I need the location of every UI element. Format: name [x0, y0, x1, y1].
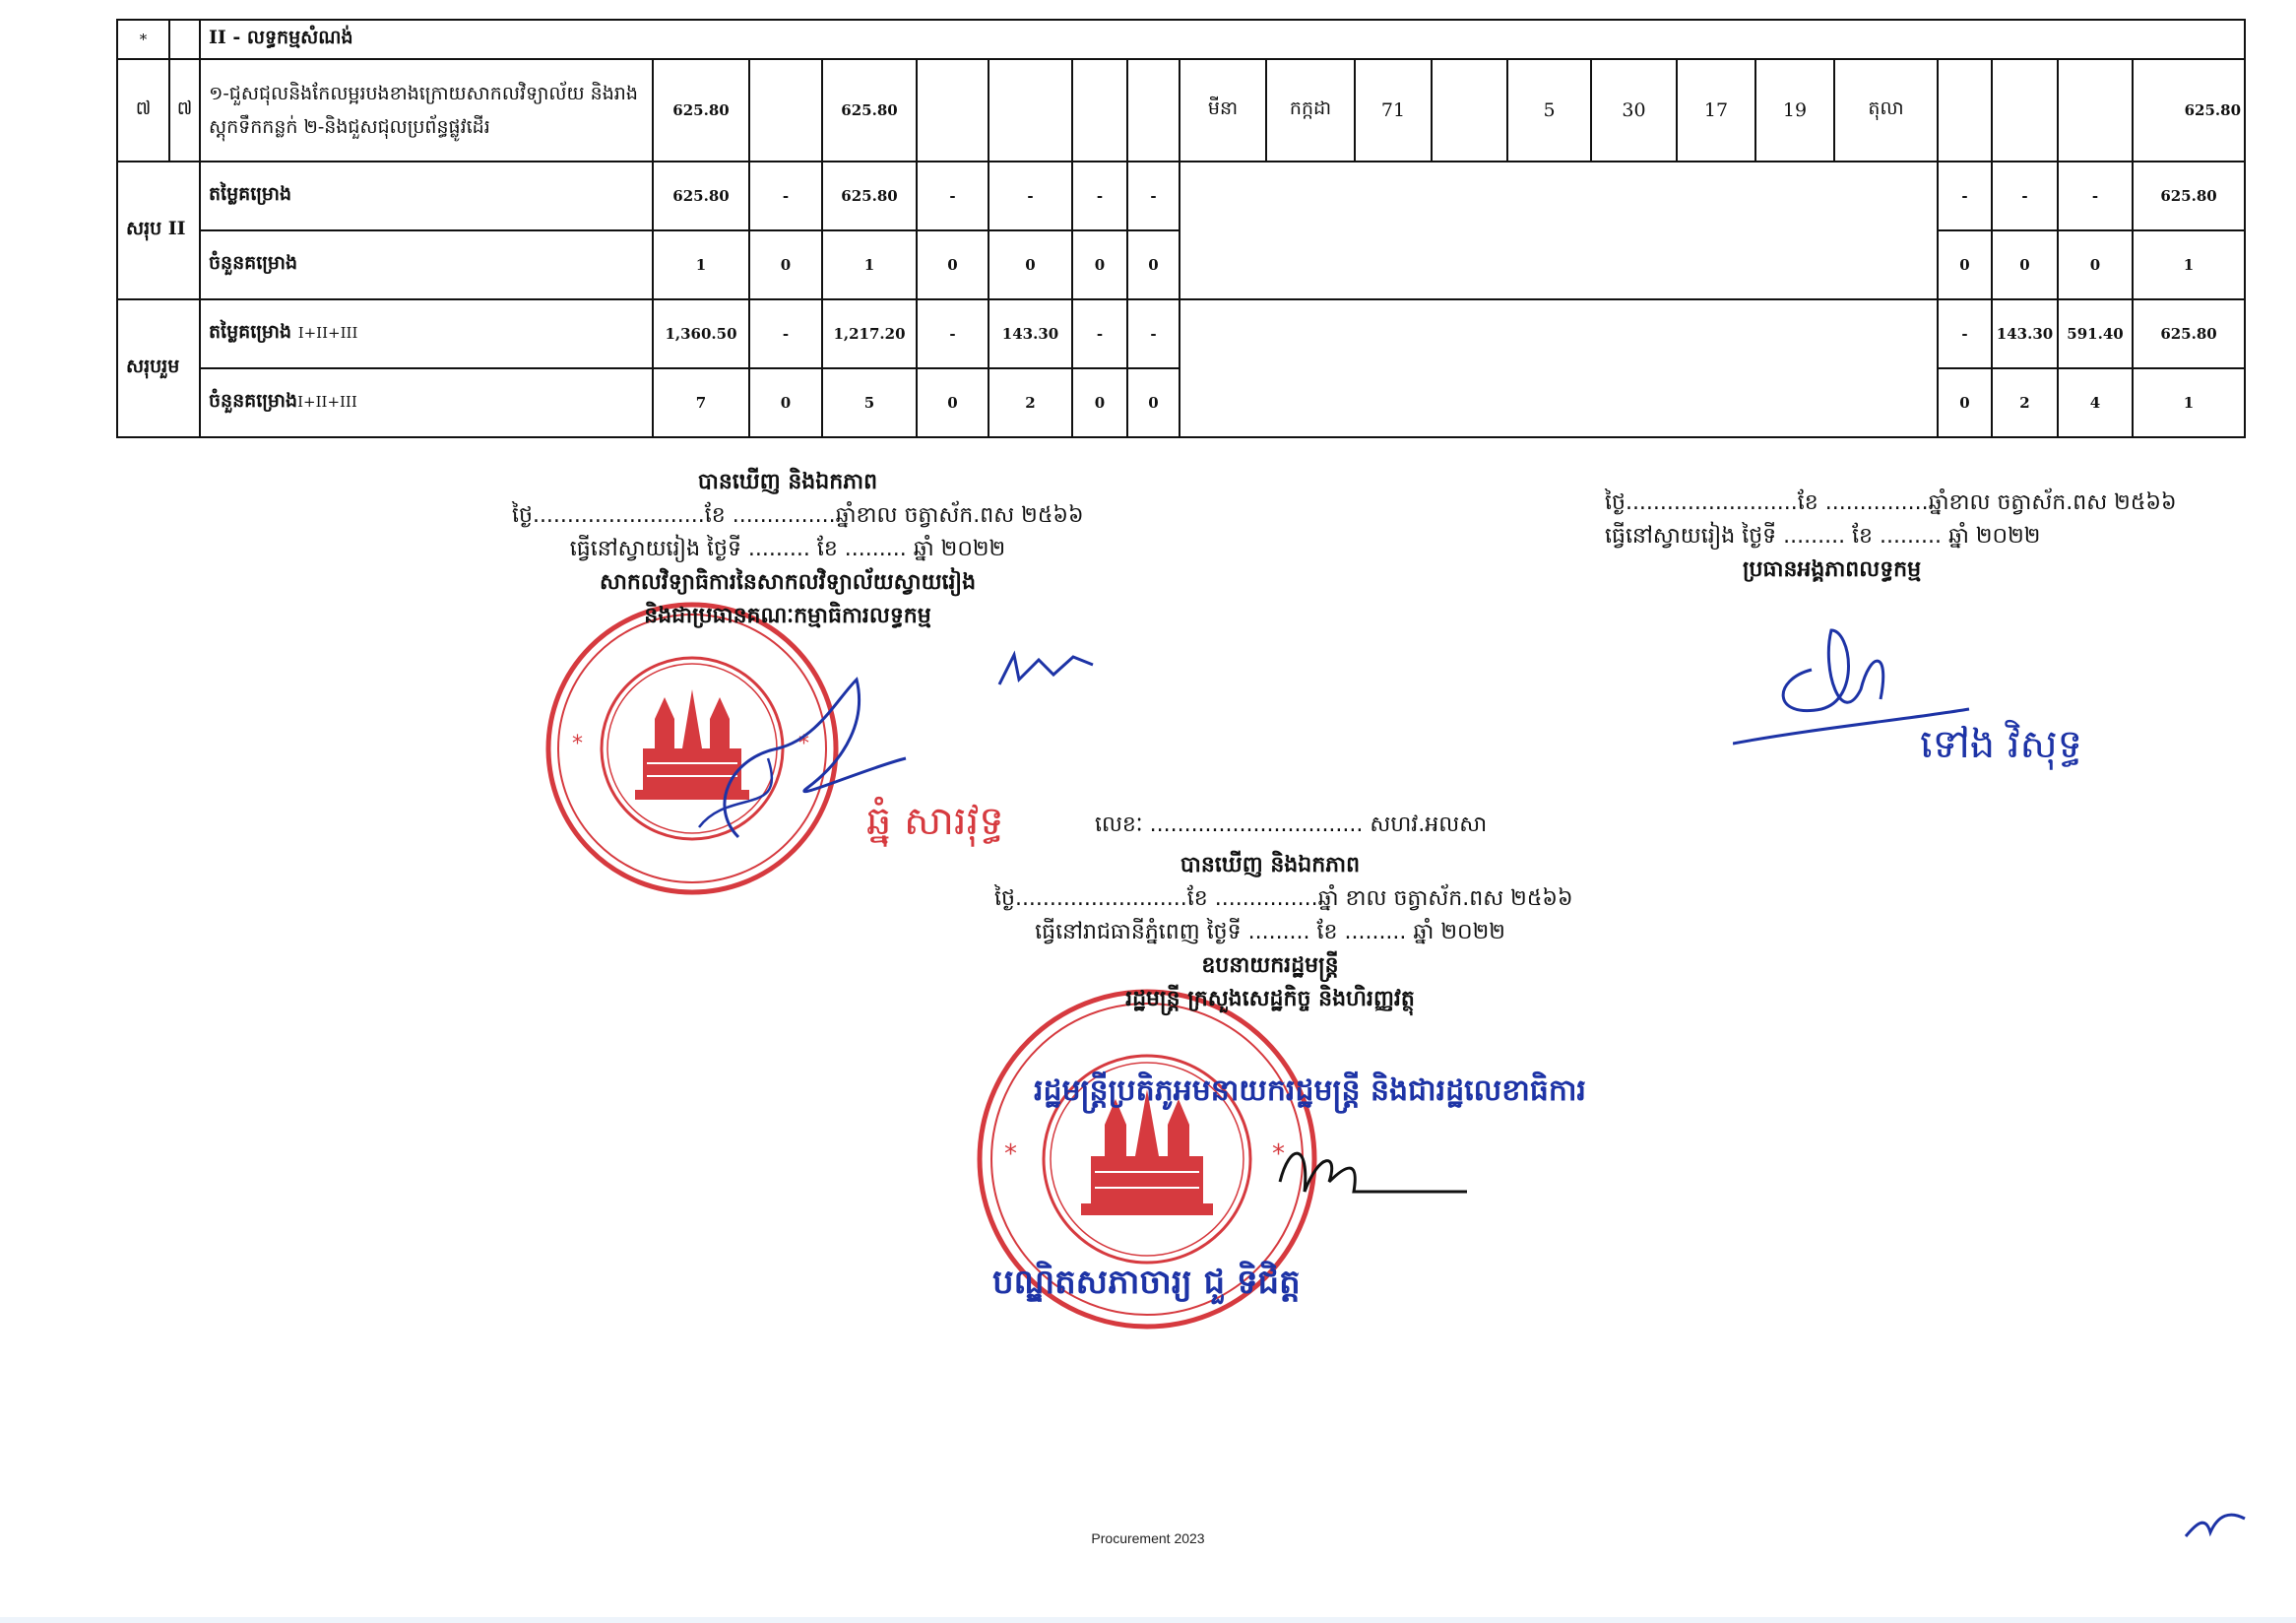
subtotal-value-label: តម្លៃគម្រោង — [200, 162, 653, 230]
cell: 1,360.50 — [653, 299, 749, 368]
left-initials — [994, 645, 1103, 694]
cell: - — [1992, 162, 2058, 230]
grand-row-value — [117, 299, 2245, 368]
grand-value-suffix: I+II+III — [297, 324, 358, 342]
left-block-title: បានឃើញ និងឯកភាព — [697, 470, 878, 494]
cell: 0 — [2058, 230, 2133, 299]
svg-text:*: * — [1004, 1139, 1017, 1169]
cell: 0 — [989, 230, 1072, 299]
cell: 1 — [2133, 230, 2245, 299]
cell: - — [749, 299, 822, 368]
center-approval-block — [994, 849, 1573, 1016]
cell: - — [917, 299, 989, 368]
center-block-role2: រដ្ឋមន្ត្រី ក្រសួងសេដ្ឋកិច្ច និងហិរញ្ញវត្ថុ — [1125, 987, 1415, 1011]
cell: 1 — [822, 230, 917, 299]
item-col-b: កក្កដា — [1266, 59, 1355, 162]
procurement-table — [116, 19, 2246, 438]
item-desc-line2: ស្តុកទឹកកន្លក់ ២-និងជួសជុលប្រព័ន្ធផ្លូវដើរ — [209, 116, 490, 138]
cell: 0 — [1938, 368, 1992, 437]
left-block-role1: សាកលវិទ្យាធិការនៃសាកលវិទ្យាល័យស្វាយរៀង — [599, 570, 977, 595]
cell: 591.40 — [2058, 299, 2133, 368]
grand-label: សរុបរួម — [117, 299, 200, 437]
item-col-f: 17 — [1677, 59, 1755, 162]
right-signer-name: ទៅង វិសុទ្ធ — [1920, 722, 2083, 767]
reference-number — [1095, 811, 1487, 842]
center-block-place: ធ្វើនៅរាជធានីភ្នំពេញ ថ្ងៃទី ......... ខែ ......... ឆ្នាំ ២០២២ — [1035, 920, 1505, 944]
center-block-role1: ឧបនាយករដ្ឋមន្ត្រី — [1201, 953, 1339, 978]
section-title: II - លទ្ធកម្មសំណង់ — [200, 20, 2245, 59]
left-approval-block — [512, 466, 1084, 633]
right-block-role: ប្រធានអង្គភាពលទ្ធកម្ម — [1743, 557, 1922, 582]
item-col-e: 30 — [1591, 59, 1677, 162]
university-seal-stamp — [544, 601, 840, 896]
cell: 2 — [989, 368, 1072, 437]
left-block-role2: និងជាប្រធានគណៈកម្មាធិការលទ្ធកម្ម — [644, 604, 931, 628]
item-col-c: 71 — [1355, 59, 1432, 162]
blank-area — [1180, 162, 1938, 299]
cell: - — [989, 162, 1072, 230]
svg-text:*: * — [1272, 1139, 1285, 1169]
cell: 143.30 — [989, 299, 1072, 368]
cell: 143.30 — [1992, 299, 2058, 368]
cell: 0 — [1127, 230, 1180, 299]
cell: - — [1072, 299, 1127, 368]
cell: 0 — [917, 368, 989, 437]
ref-suffix: សហវ.អលសា — [1370, 812, 1488, 837]
table-row — [117, 59, 2245, 162]
cell: 1,217.20 — [822, 299, 917, 368]
ref-label: លេខៈ — [1095, 812, 1143, 837]
item-amount2: 625.80 — [822, 59, 917, 162]
cell: 0 — [749, 368, 822, 437]
cell: - — [1938, 299, 1992, 368]
subtotal-label: សរុប II — [117, 162, 200, 299]
left-block-place: ធ្វើនៅស្វាយរៀង ថ្ងៃទី ......... ខែ ......... ឆ្នាំ ២០២២ — [569, 537, 1006, 561]
svg-text:*: * — [572, 732, 583, 756]
cell: 2 — [1992, 368, 2058, 437]
right-unit-block — [1605, 487, 2177, 587]
item-col-g: 19 — [1755, 59, 1834, 162]
item-amount1: 625.80 — [653, 59, 749, 162]
cell: 1 — [2133, 368, 2245, 437]
item-total: 625.80 — [2133, 59, 2245, 162]
cell: 0 — [749, 230, 822, 299]
cell: - — [917, 162, 989, 230]
item-col-d: 5 — [1507, 59, 1591, 162]
subtotal-row-value — [117, 162, 2245, 230]
grand-count-label-text: ចំនួនគម្រោង — [209, 390, 298, 412]
cell: 0 — [1072, 368, 1127, 437]
left-block-date: ថ្ងៃ.........................ខែ ...............ឆ្នាំខាល ចត្វាស័ក.ពស ២៥៦៦ — [512, 503, 1084, 528]
blank-area — [1180, 299, 1938, 437]
cell: - — [749, 162, 822, 230]
item-col-a: មីនា — [1180, 59, 1266, 162]
item-no-a: ៧ — [117, 59, 169, 162]
svg-text:*: * — [798, 732, 809, 756]
item-no-b: ៧ — [169, 59, 200, 162]
cell: 1 — [653, 230, 749, 299]
grand-count-label — [200, 368, 653, 437]
page-footer: Procurement 2023 — [1091, 1530, 1205, 1546]
center-block-title: បានឃើញ និងឯកភាព — [1180, 853, 1361, 877]
section-marker: * — [117, 20, 169, 59]
cell: 5 — [822, 368, 917, 437]
cell: 0 — [1938, 230, 1992, 299]
cell: 625.80 — [2133, 299, 2245, 368]
cell: 0 — [1072, 230, 1127, 299]
cell: 7 — [653, 368, 749, 437]
cell: 0 — [1127, 368, 1180, 437]
cell: 625.80 — [2133, 162, 2245, 230]
cell: - — [1938, 162, 1992, 230]
page-bottom-band — [0, 1617, 2296, 1623]
subtotal-count-label: ចំនួនគម្រោង — [200, 230, 653, 299]
cell: 0 — [917, 230, 989, 299]
grand-value-label-text: តម្លៃគម្រោង — [209, 321, 292, 343]
ref-value: ............................... — [1149, 812, 1364, 837]
left-signer-name: ឆ្នំុ សារវុទ្ធ — [866, 799, 1004, 844]
item-description — [200, 59, 653, 162]
center-block-role3: រដ្ឋមន្ត្រីប្រតិភូអមនាយករដ្ឋមន្ត្រី និងជារដ្ឋលេខាធិការ — [1034, 1073, 1586, 1108]
item-col-h: តុលា — [1834, 59, 1938, 162]
cell: 4 — [2058, 368, 2133, 437]
right-block-date: ថ្ងៃ.........................ខែ ...............ឆ្នាំខាល ចត្វាស័ក.ពស ២៥៦៦ — [1605, 490, 2177, 515]
grand-count-suffix: I+II+III — [297, 393, 357, 411]
cell: 625.80 — [653, 162, 749, 230]
center-block-date: ថ្ងៃ.........................ខែ ...............ឆ្នាំ ខាល ចត្វាស័ក.ពស ២៥៦៦ — [994, 886, 1573, 911]
right-block-place: ធ្វើនៅស្វាយរៀង ថ្ងៃទី ......... ខែ ......... ឆ្នាំ ២០២២ — [1605, 524, 2041, 549]
cell: - — [1127, 299, 1180, 368]
item-desc-line1: ១-ជួសជុលនិងកែលម្អរបងខាងក្រោយសាកលវិទ្យាល័យ និងរាង — [209, 83, 638, 104]
grand-value-label — [200, 299, 653, 368]
section-header-row — [117, 20, 2245, 59]
cell: - — [2058, 162, 2133, 230]
cell: 0 — [1992, 230, 2058, 299]
cell: - — [1127, 162, 1180, 230]
cell: - — [1072, 162, 1127, 230]
center-signer-name: បណ្ឌិតសភាចារ្យ ជួ ទិជិត្ត — [992, 1263, 1301, 1302]
cell: 625.80 — [822, 162, 917, 230]
